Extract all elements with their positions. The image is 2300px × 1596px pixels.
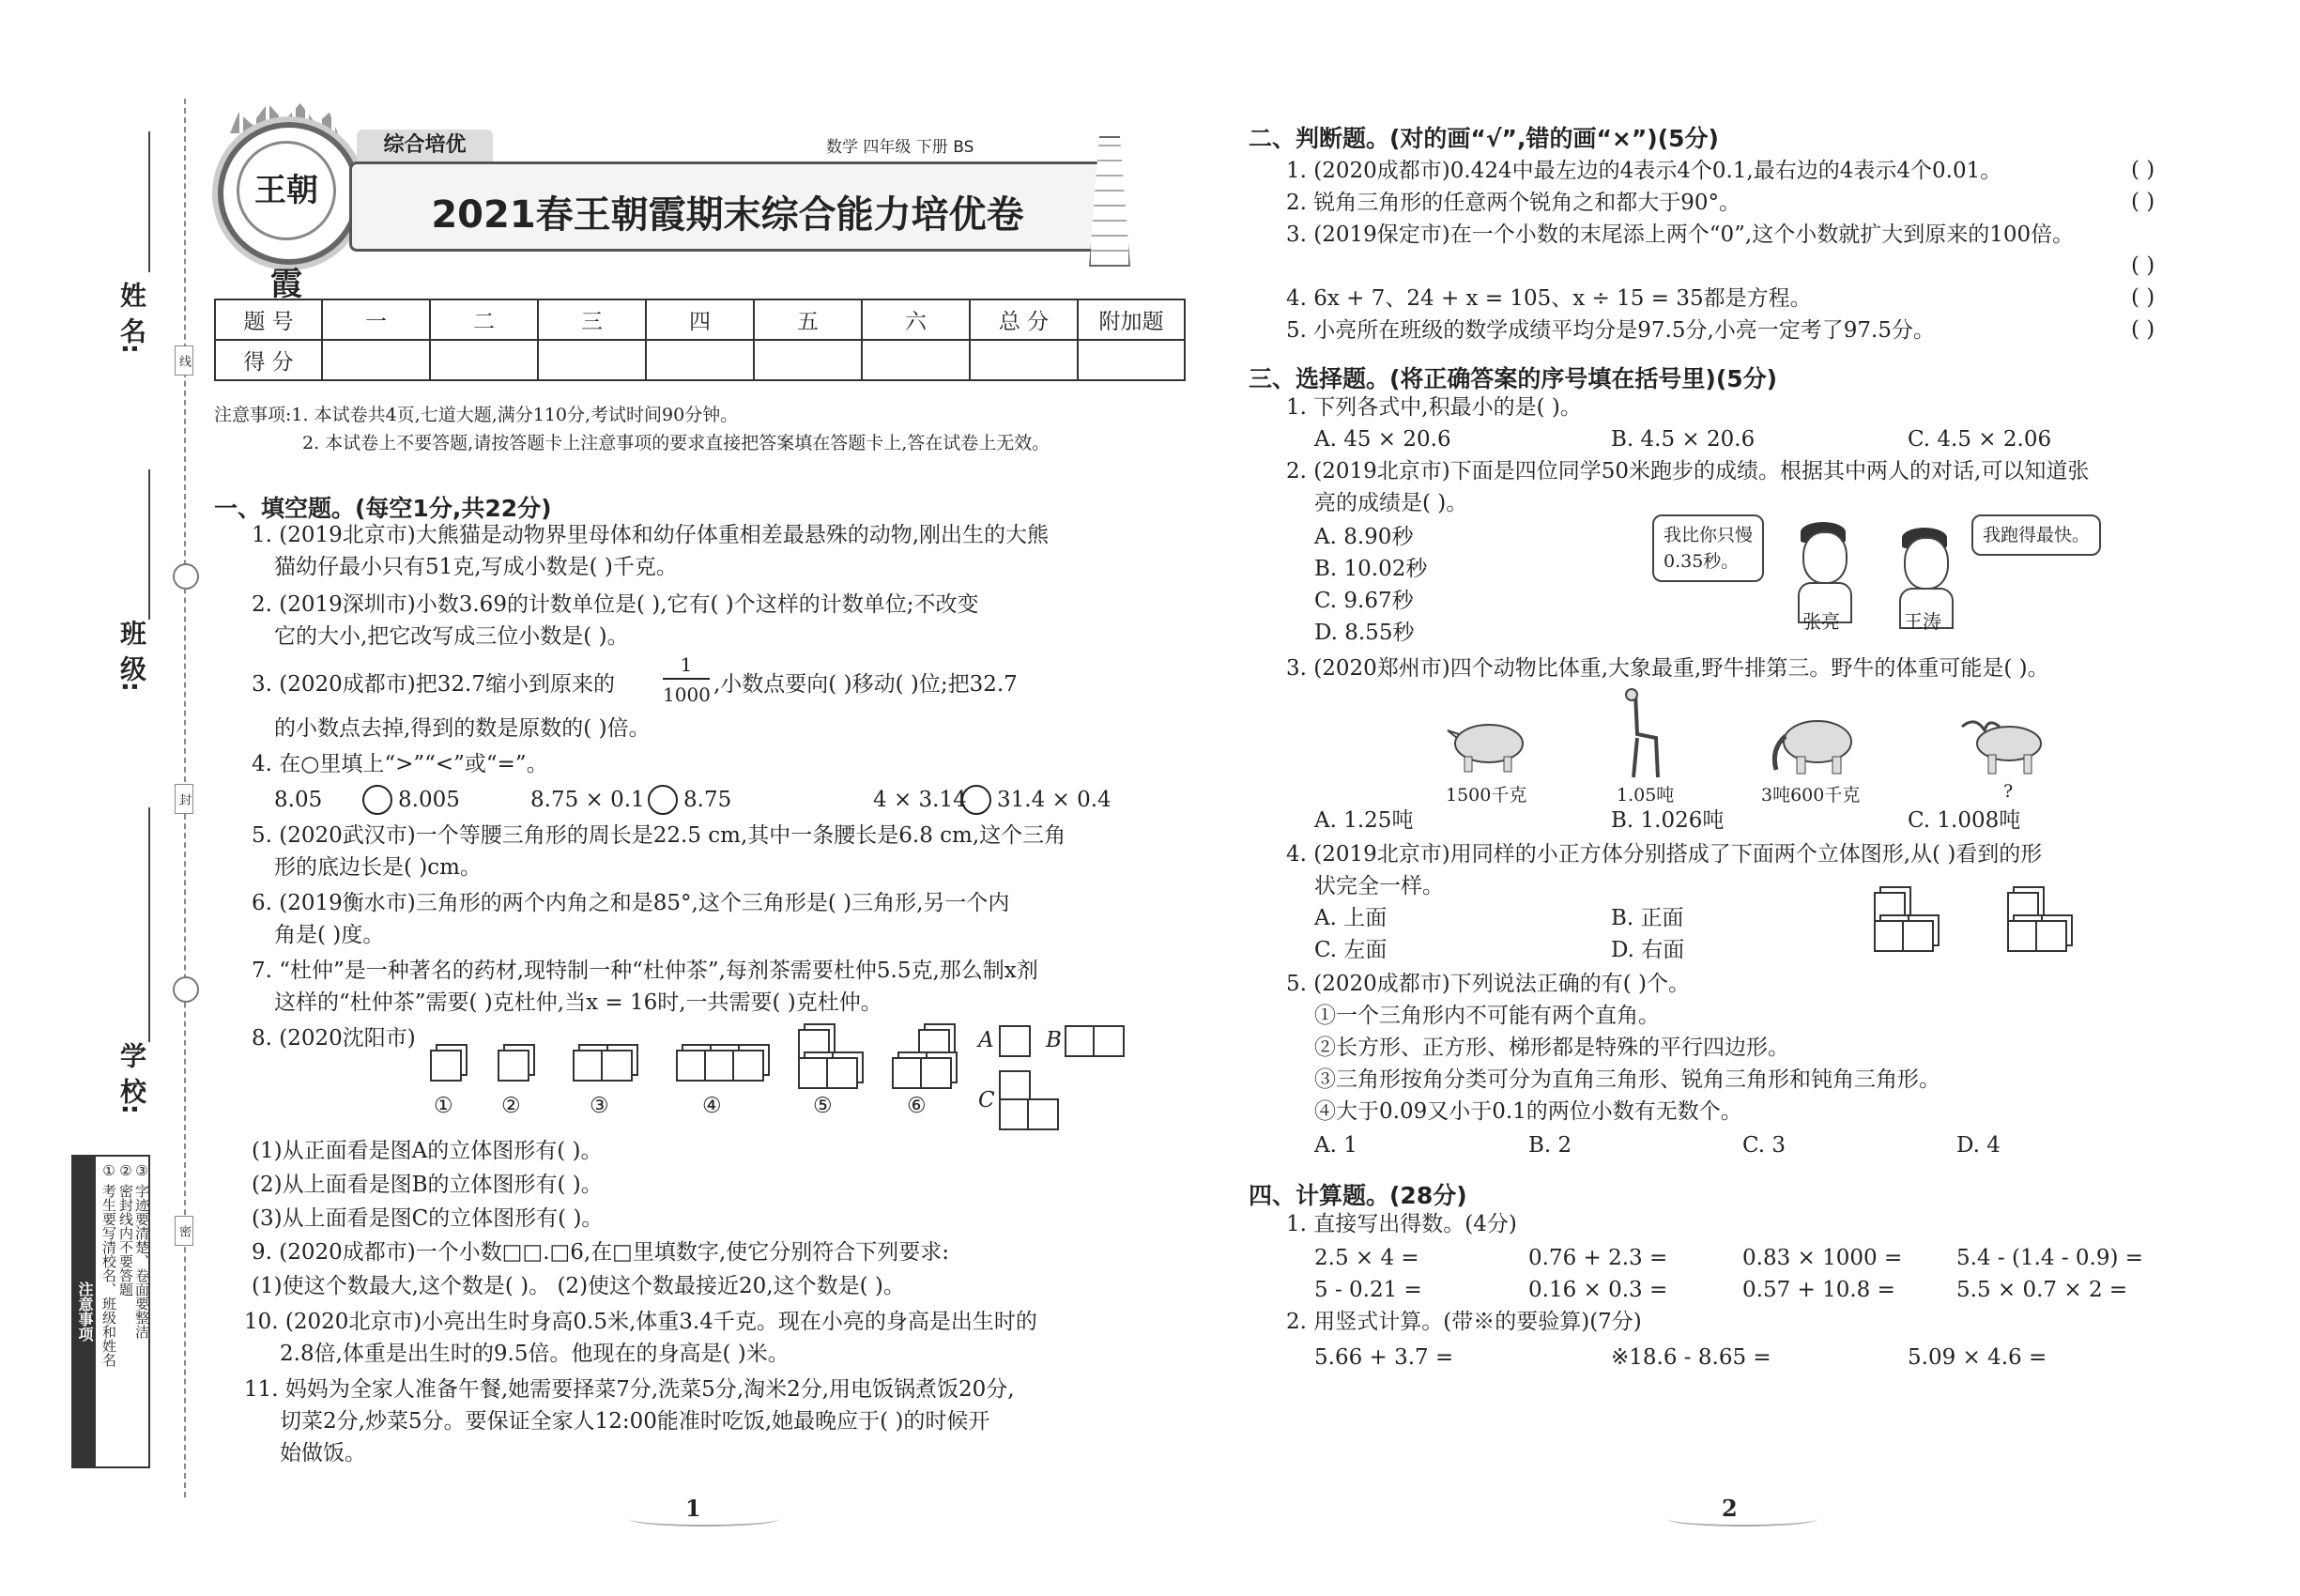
school-line bbox=[148, 807, 150, 1042]
choice-option: D. 8.55秒 bbox=[1314, 621, 1415, 645]
figure-label: ② bbox=[501, 1094, 521, 1118]
title-box bbox=[349, 161, 1106, 252]
view-square bbox=[1093, 1025, 1125, 1057]
choice-option: A. 45 × 20.6 bbox=[1314, 427, 1451, 452]
choice-option: C. 9.67秒 bbox=[1314, 589, 1414, 613]
q11-line: 始做饭。 bbox=[280, 1441, 366, 1466]
notes-line: 注意事项:1. 本试卷共4页,七道大题,满分110分,考试时间90分钟。 bbox=[214, 405, 739, 425]
cube-figure bbox=[498, 1050, 529, 1082]
table-row bbox=[215, 340, 1185, 380]
answer-paren[interactable]: ( ) bbox=[2131, 158, 2155, 182]
choice-option: A. 上面 bbox=[1314, 906, 1388, 930]
figure-label: ⑥ bbox=[907, 1094, 927, 1118]
compare-circle[interactable] bbox=[961, 785, 991, 815]
q11-line: 切菜2分,炒菜5分。要保证全家人12:00能准时吃饭,她最晚应于( )的时候开 bbox=[280, 1409, 990, 1434]
cube-figure bbox=[2007, 920, 2039, 952]
speech-bubble: 我跑得最快。 bbox=[1971, 514, 2101, 556]
q4-line: 4. 在○里填上“>”“<”或“=”。 bbox=[252, 752, 548, 776]
notice-item: ① 考生要写清校名、班级和姓名 bbox=[100, 1162, 117, 1367]
brand-name: 王朝霞 bbox=[237, 141, 336, 240]
calc-item: ※18.6 - 8.65 = bbox=[1611, 1345, 1771, 1370]
figure-label: ① bbox=[434, 1094, 453, 1118]
table-cell: 题 号 bbox=[215, 299, 322, 340]
notice-box bbox=[71, 1155, 150, 1468]
table-cell: 六 bbox=[862, 299, 970, 340]
lighthouse-icon bbox=[1089, 136, 1130, 267]
notice-item: ② 密封线内不要答题 bbox=[117, 1162, 134, 1297]
cube-figure bbox=[1902, 920, 1934, 952]
choice-option: B. 1.026吨 bbox=[1611, 808, 1725, 833]
cube-figure bbox=[2035, 920, 2067, 952]
compare-value: 4 × 3.14 bbox=[873, 788, 967, 812]
choice-question: 2. (2019北京市)下面是四位同学50米跑步的成绩。根据其中两人的对话,可以知道张 bbox=[1286, 459, 2090, 483]
bubble-line: 我比你只慢 bbox=[1664, 525, 1754, 545]
calc-item: 5 - 0.21 = bbox=[1314, 1278, 1422, 1302]
name-line bbox=[148, 131, 150, 272]
view-square bbox=[999, 1070, 1031, 1102]
table-cell: 四 bbox=[646, 299, 754, 340]
cube-figure bbox=[676, 1050, 708, 1082]
giraffe-icon bbox=[1615, 687, 1671, 781]
animal-label: 1500千克 bbox=[1446, 785, 1527, 806]
page-number: 1 bbox=[685, 1495, 701, 1522]
figure-label: ④ bbox=[702, 1094, 722, 1118]
page-title: 2021春王朝霞期末综合能力培优卷 bbox=[431, 193, 1024, 237]
judge-item: 3. (2019保定市)在一个小数的末尾添上两个“0”,这个小数就扩大到原来的100倍。 bbox=[1286, 223, 2075, 247]
answer-paren[interactable]: ( ) bbox=[2131, 317, 2155, 342]
q3-line: ,小数点要向( )移动( )位;把32.7 bbox=[713, 672, 1018, 697]
table-cell: 总 分 bbox=[970, 299, 1078, 340]
sealing-tag: 密 bbox=[175, 1216, 193, 1246]
q2-line: 它的大小,把它改写成三位小数是( )。 bbox=[274, 624, 629, 649]
q5-line: 形的底边长是( )cm。 bbox=[274, 855, 482, 880]
score-cell[interactable] bbox=[862, 340, 970, 380]
calc-item: 0.16 × 0.3 = bbox=[1528, 1278, 1668, 1302]
answer-paren[interactable]: ( ) bbox=[2131, 253, 2155, 278]
choice-question: 5. (2020成都市)下列说法正确的有( )个。 bbox=[1286, 972, 1690, 996]
view-square bbox=[1027, 1098, 1059, 1130]
calc-question: 2. 用竖式计算。(带※的要验算)(7分) bbox=[1286, 1310, 1642, 1334]
score-cell[interactable] bbox=[754, 340, 862, 380]
q8-sub: (2)从上面看是图B的立体图形有( )。 bbox=[252, 1173, 603, 1197]
student-name: 王涛 bbox=[1904, 610, 1941, 633]
table-cell: 附加题 bbox=[1078, 299, 1185, 340]
cube-figure bbox=[798, 1029, 830, 1061]
speech-bubble bbox=[1652, 514, 1764, 582]
view-square bbox=[999, 1098, 1031, 1130]
header-tab: 综合培优 bbox=[357, 130, 493, 161]
score-cell[interactable] bbox=[538, 340, 646, 380]
cube-figure bbox=[430, 1050, 462, 1082]
q7-line: 这样的“杜仲茶”需要( )克杜仲,当x = 16时,一共需要( )克杜仲。 bbox=[274, 990, 882, 1015]
animal-label: 1.05吨 bbox=[1617, 785, 1675, 806]
table-cell: 一 bbox=[322, 299, 430, 340]
view-square bbox=[1065, 1025, 1096, 1057]
view-label: C bbox=[978, 1088, 995, 1113]
choice-option: C. 4.5 × 2.06 bbox=[1908, 427, 2052, 452]
choice-option: A. 1 bbox=[1314, 1133, 1357, 1158]
footer-ornament bbox=[1667, 1512, 1817, 1527]
calc-item: 0.76 + 2.3 = bbox=[1528, 1246, 1668, 1270]
compare-value: 8.05 bbox=[274, 788, 323, 812]
brand-logo bbox=[218, 122, 360, 303]
choice-question: 4. (2019北京市)用同样的小正方体分别搭成了下面两个立体图形,从( )看到的形 bbox=[1286, 842, 2043, 867]
cube-figure bbox=[920, 1057, 952, 1089]
page-number: 2 bbox=[1722, 1495, 1738, 1522]
notes-line: 2. 本试卷上不要答题,请按答题卡上注意事项的要求直接把答案填在答题卡上,答在试卷上无效。 bbox=[302, 433, 1050, 453]
score-cell[interactable] bbox=[646, 340, 754, 380]
elephant-icon bbox=[1765, 712, 1859, 777]
choice-option: C. 3 bbox=[1742, 1133, 1786, 1158]
calc-item: 5.5 × 0.7 × 2 = bbox=[1956, 1278, 2128, 1302]
q1-line: 1. (2019北京市)大熊猫是动物界里母体和幼仔体重相差最悬殊的动物,刚出生的大熊 bbox=[252, 523, 1050, 547]
calc-item: 0.83 × 1000 = bbox=[1742, 1246, 1903, 1270]
statement-item: ③三角形按角分类可分为直角三角形、锐角三角形和钝角三角形。 bbox=[1314, 1067, 1940, 1092]
bubble-line: 0.35秒。 bbox=[1664, 551, 1740, 572]
q3-line: 的小数点去掉,得到的数是原数的( )倍。 bbox=[274, 716, 651, 741]
choice-option: B. 2 bbox=[1528, 1133, 1572, 1158]
seal-tag: 封 bbox=[175, 784, 193, 814]
judge-item: 4. 6x + 7、24 + x = 105、x ÷ 15 = 35都是方程。 bbox=[1286, 286, 1812, 311]
table-cell: 得 分 bbox=[215, 340, 322, 380]
table-cell: 二 bbox=[430, 299, 538, 340]
table-cell: 五 bbox=[754, 299, 862, 340]
choice-option: B. 4.5 × 20.6 bbox=[1611, 427, 1756, 452]
class-line bbox=[148, 469, 150, 620]
cube-figure bbox=[798, 1057, 830, 1089]
choice-option: D. 右面 bbox=[1611, 938, 1685, 962]
choice-question: 状完全一样。 bbox=[1314, 874, 1444, 898]
footer-ornament bbox=[629, 1512, 779, 1527]
student-name: 张亮 bbox=[1802, 610, 1840, 633]
cube-figure bbox=[918, 1029, 950, 1061]
q8-sub: (1)从正面看是图A的立体图形有( )。 bbox=[252, 1139, 603, 1163]
calc-question: 1. 直接写出得数。(4分) bbox=[1286, 1212, 1517, 1236]
q2-line: 2. (2019深圳市)小数3.69的计数单位是( ),它有( )个这样的计数单位;不改变 bbox=[252, 592, 979, 617]
calc-item: 5.66 + 3.7 = bbox=[1314, 1345, 1454, 1370]
q8-line: 8. (2020沈阳市) bbox=[252, 1026, 416, 1051]
cube-figure bbox=[732, 1050, 764, 1082]
view-label: B bbox=[1046, 1028, 1062, 1052]
fraction-denominator: 1000 bbox=[663, 683, 711, 706]
animal-label: ? bbox=[2003, 781, 2014, 802]
q5-line: 5. (2020武汉市)一个等腰三角形的周长是22.5 cm,其中一条腰长是6.8 cm,这个三角 bbox=[252, 823, 1066, 848]
rhino-icon bbox=[1446, 710, 1530, 775]
name-label: 姓 名: bbox=[116, 282, 147, 354]
choice-option: D. 4 bbox=[1956, 1133, 2001, 1158]
cube-figure bbox=[1874, 920, 1906, 952]
table-cell: 三 bbox=[538, 299, 646, 340]
compare-value: 8.005 bbox=[398, 788, 460, 812]
calc-item: 5.4 - (1.4 - 0.9) = bbox=[1956, 1246, 2144, 1270]
answer-paren[interactable]: ( ) bbox=[2131, 190, 2155, 214]
view-square bbox=[999, 1025, 1031, 1057]
view-label: A bbox=[978, 1028, 994, 1052]
choice-question: 亮的成绩是( )。 bbox=[1314, 491, 1468, 515]
boy-face bbox=[1904, 537, 1949, 590]
subject-line: 数学 四年级 下册 BS bbox=[826, 138, 974, 157]
q11-line: 11. 妈妈为全家人准备午餐,她需要择菜7分,洗菜5分,淘米2分,用电饭锅煮饭20分, bbox=[244, 1377, 1015, 1402]
judge-item: 5. 小亮所在班级的数学成绩平均分是97.5分,小亮一定考了97.5分。 bbox=[1286, 318, 1935, 343]
compare-value: 8.75 bbox=[683, 788, 732, 812]
q7-line: 7. “杜仲”是一种著名的药材,现特制一种“杜仲茶”,每剂茶需要杜仲5.5克,那么制x剂 bbox=[252, 959, 1038, 983]
boy-face bbox=[1802, 531, 1848, 584]
choice-option: C. 左面 bbox=[1314, 938, 1388, 962]
statement-item: ②长方形、正方形、梯形都是特殊的平行四边形。 bbox=[1314, 1036, 1789, 1060]
figure-label: ③ bbox=[590, 1094, 609, 1118]
q9-line: 9. (2020成都市)一个小数□□.□6,在□里填数字,使它分别符合下列要求: bbox=[252, 1240, 949, 1265]
choice-option: A. 8.90秒 bbox=[1314, 525, 1414, 549]
notice-head: 注意事项 bbox=[73, 1157, 96, 1466]
binding-hole bbox=[173, 976, 199, 1003]
choice-option: B. 10.02秒 bbox=[1314, 557, 1428, 581]
cube-figure bbox=[573, 1050, 605, 1082]
table-row bbox=[215, 299, 1185, 340]
q6-line: 角是( )度。 bbox=[274, 923, 385, 947]
judge-item: 1. (2020成都市)0.424中最左边的4表示4个0.1,最右边的4表示4个0.01。 bbox=[1286, 159, 2002, 183]
section4-heading: 四、计算题。(28分) bbox=[1249, 1182, 1467, 1209]
compare-circle[interactable] bbox=[362, 785, 392, 815]
score-cell[interactable] bbox=[430, 340, 538, 380]
score-cell[interactable] bbox=[1078, 340, 1185, 380]
q10-line: 2.8倍,体重是出生时的9.5倍。他现在的身高是( )米。 bbox=[280, 1342, 790, 1366]
cube-figure bbox=[2007, 892, 2039, 924]
q1-line: 猫幼仔最小只有51克,写成小数是( )千克。 bbox=[274, 555, 678, 579]
compare-circle[interactable] bbox=[648, 785, 678, 815]
calc-item: 0.57 + 10.8 = bbox=[1742, 1278, 1895, 1302]
section1-heading: 一、填空题。(每空1分,共22分) bbox=[214, 495, 552, 522]
cube-figure bbox=[892, 1057, 924, 1089]
choice-option: C. 1.008吨 bbox=[1908, 808, 2021, 833]
q10-line: 10. (2020北京市)小亮出生时身高0.5米,体重3.4千克。现在小亮的身高是出生时的 bbox=[244, 1310, 1037, 1334]
compare-value: 31.4 × 0.4 bbox=[997, 788, 1112, 812]
figure-label: ⑤ bbox=[813, 1094, 833, 1118]
fraction-numerator: 1 bbox=[663, 652, 710, 680]
q3-line: 3. (2020成都市)把32.7缩小到原来的 bbox=[252, 672, 615, 697]
statement-item: ①一个三角形内不可能有两个直角。 bbox=[1314, 1004, 1660, 1028]
animal-label: 3吨600千克 bbox=[1761, 785, 1861, 806]
answer-paren[interactable]: ( ) bbox=[2131, 285, 2155, 310]
binding-hole bbox=[173, 563, 199, 590]
cube-figure bbox=[826, 1057, 858, 1089]
q8-sub: (3)从上面看是图C的立体图形有( )。 bbox=[252, 1206, 604, 1231]
buffalo-icon bbox=[1956, 714, 2050, 779]
cube-figure bbox=[1874, 892, 1906, 924]
school-label: 学 校: bbox=[116, 1042, 147, 1114]
cube-figure bbox=[704, 1050, 736, 1082]
score-table bbox=[214, 299, 1186, 381]
line-tag: 线 bbox=[175, 345, 193, 376]
q9-line: (1)使这个数最大,这个数是( )。 (2)使这个数最接近20,这个数是( )。 bbox=[252, 1274, 905, 1298]
class-label: 班 级: bbox=[116, 620, 147, 692]
section3-heading: 三、选择题。(将正确答案的序号填在括号里)(5分) bbox=[1249, 365, 1778, 392]
compare-value: 8.75 × 0.1 bbox=[530, 788, 645, 812]
q6-line: 6. (2019衡水市)三角形的两个内角之和是85°,这个三角形是( )三角形,另一个内 bbox=[252, 891, 1010, 915]
choice-option: A. 1.25吨 bbox=[1314, 808, 1414, 833]
score-cell[interactable] bbox=[322, 340, 430, 380]
cube-figure bbox=[601, 1050, 633, 1082]
choice-option: B. 正面 bbox=[1611, 906, 1684, 930]
choice-question: 1. 下列各式中,积最小的是( )。 bbox=[1286, 395, 1582, 420]
calc-item: 5.09 × 4.6 = bbox=[1908, 1345, 2047, 1370]
judge-item: 2. 锐角三角形的任意两个锐角之和都大于90°。 bbox=[1286, 191, 1741, 215]
calc-item: 2.5 × 4 = bbox=[1314, 1246, 1419, 1270]
choice-question: 3. (2020郑州市)四个动物比体重,大象最重,野牛排第三。野牛的体重可能是( )。 bbox=[1286, 656, 2049, 681]
section2-heading: 二、判断题。(对的画“√”,错的画“×”)(5分) bbox=[1249, 125, 1719, 152]
score-cell[interactable] bbox=[970, 340, 1078, 380]
statement-item: ④大于0.09又小于0.1的两位小数有无数个。 bbox=[1314, 1099, 1742, 1124]
notice-item: ③ 字迹要清楚、卷面要整洁 bbox=[133, 1162, 150, 1339]
